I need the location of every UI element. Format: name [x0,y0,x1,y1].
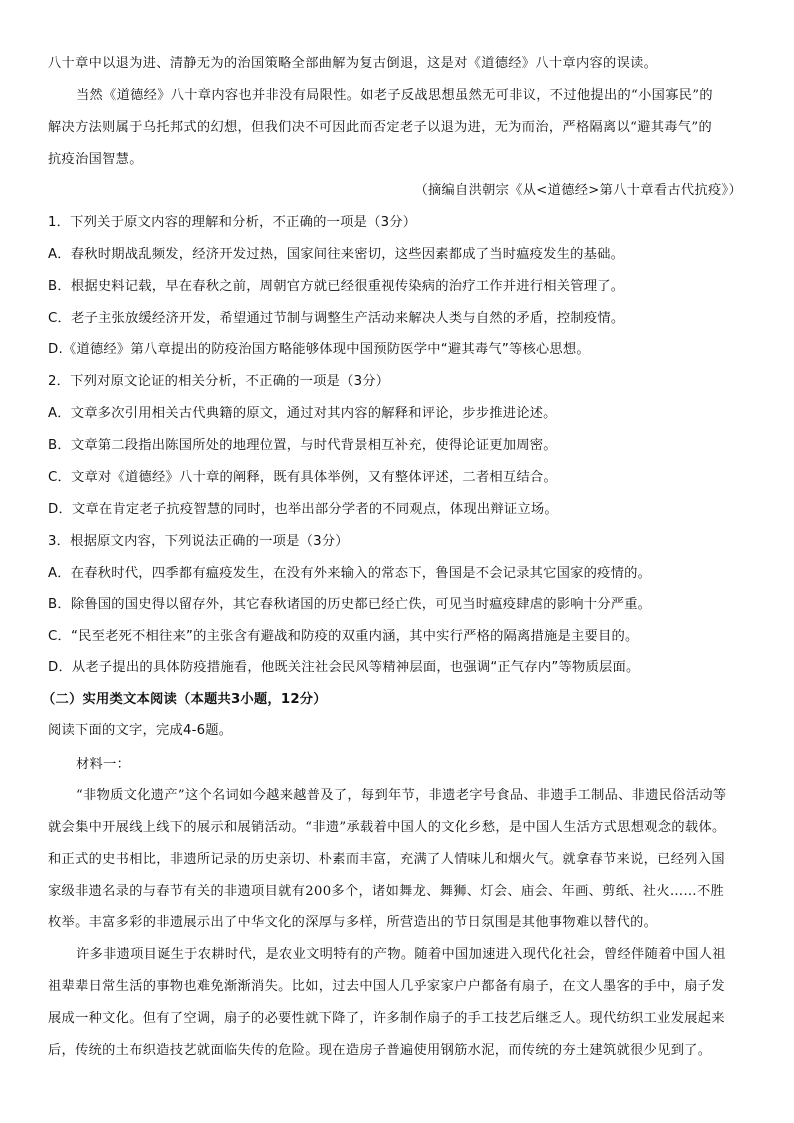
option-c: C．“民至老死不相往来”的主张含有避战和防疫的双重内涵，其中实行严格的隔离措施是主要目的。 [48,629,639,644]
option-b: B．根据史料记载，早在春秋之前，周朝官方就已经很重视传染病的治疗工作并进行相关管理了。 [48,279,625,294]
material-line: 枚举。丰富多彩的非遗展示出了中华文化的深厚与多样，所营造出的节日氛围是其他事物难以替代的。 [48,915,658,930]
section-instruction: 阅读下面的文字，完成4-6题。 [48,723,233,738]
question-stem: 2．下列对原文论证的相关分析，不正确的一项是（3分） [48,374,390,389]
material-line: 就会集中开展线上线下的展示和展销活动。“非遗”承载着中国人的文化乡愁，是中国人生活方式思想观念的载体。 [48,820,726,835]
option-a: A．春秋时期战乱频发，经济开发过热，国家间往来密切，这些因素都成了当时瘟疫发生的基础。 [48,247,625,262]
option-d: D．文章在肯定老子抗疫智慧的同时，也举出部分学者的不同观点，体现出辩证立场。 [48,502,558,517]
question-stem: 1．下列关于原文内容的理解和分析，不正确的一项是（3分） [48,215,417,230]
option-d: D.《道德经》第八章提出的防疫治国方略能够体现中国预防医学中“避其毒气”等核心思想。 [48,342,590,357]
option-c: C．文章对《道德经》八十章的阐释，既有具体举例，又有整体评述，二者相互结合。 [48,470,557,485]
material-line: 许多非遗项目诞生于农耕时代，是农业文明特有的产物。随着中国加速进入现代化社会，曾经伴随着中国人祖 [76,947,726,962]
material-line: 展成一种文化。但有了空调，扇子的必要性就下降了，许多制作扇子的手工技艺后继乏人。现代纺织工业发展起来 [48,1011,725,1026]
material-line: 和正式的史书相比，非遗所记录的历史亲切、朴素而丰富，充满了人情味儿和烟火气。就拿春节来说，已经列入国 [48,852,725,867]
question-stem: 3．根据原文内容，下列说法正确的一项是（3分） [48,534,349,549]
option-c: C．老子主张放缓经济开发，希望通过节制与调整生产活动来解决人类与自然的矛盾，控制疫情。 [48,311,625,326]
passage-line: 抗疫治国智慧。 [48,152,143,167]
passage-source: （摘编自洪朝宗《从<道德经>第八十章看古代抗疫》） [414,183,742,198]
material-line: 祖辈辈日常生活的事物也难免渐渐消失。比如，过去中国人几乎家家户户都备有扇子，在文人墨客的手中，扇子发 [48,979,725,994]
option-b: B．除鲁国的国史得以留存外，其它春秋诸国的历史都已经亡佚，可见当时瘟疫肆虐的影响十分严重。 [48,597,652,612]
passage-line: 解决方法则属于乌托邦式的幻想，但我们决不可因此而否定老子以退为进，无为而治，严格隔离以“避其毒气”的 [48,120,712,135]
option-d: D．从老子提出的具体防疫措施看，他既关注社会民风等精神层面，也强调“正气存内”等物质层面。 [48,660,640,675]
material-line: 后，传统的土布织造技艺就面临失传的危险。现在造房子普遍使用钢筋水泥，而传统的夯土建筑就很少见到了。 [48,1043,712,1058]
material-line: “非物质文化遗产”这个名词如今越来越普及了，每到年节，非遗老字号食品、非遗手工制品、非遗民俗活动等 [76,788,727,803]
passage-line: 当然《道德经》八十章内容也并非没有局限性。如老子反战思想虽然无可非议，不过他提出的“小国寡民”的 [76,88,713,103]
passage-line: 八十章中以退为进、清静无为的治国策略全部曲解为复古倒退，这是对《道德经》八十章内容的误读。 [48,56,658,71]
option-a: A．文章多次引用相关古代典籍的原文，通过对其内容的解释和评论，步步推进论述。 [48,406,557,421]
material-line: 家级非遗名录的与春节有关的非遗项目就有200多个，诸如舞龙、舞狮、灯会、庙会、年画、剪纸、社火……不胜 [48,884,725,899]
option-b: B．文章第二段指出陈国所处的地理位置，与时代背景相互补充，使得论证更加周密。 [48,438,557,453]
option-a: A．在春秋时代，四季都有瘟疫发生，在没有外来输入的常态下，鲁国是不会记录其它国家的疫情的。 [48,566,652,581]
section-heading: （二）实用类文本阅读（本题共3小题，12分） [42,692,327,707]
material-label: 材料一： [76,757,131,772]
